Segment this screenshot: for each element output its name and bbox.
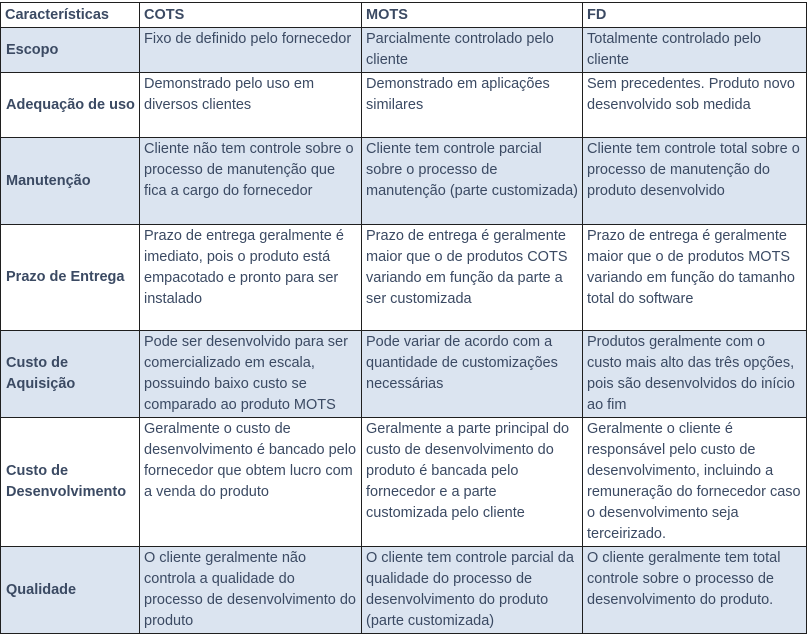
cell-fd: Geralmente o cliente é responsável pelo custo de desenvolvimento, incluindo a remuneração do fornecedor caso o desenvolvimento seja terceirizado. <box>583 418 807 547</box>
cell-cots: O cliente geralmente não controla a qualidade do processo de desenvolvimento do produto <box>140 547 362 634</box>
row-label-maintenance: Manutenção <box>1 138 140 225</box>
cell-cots: Pode ser desenvolvido para ser comercializado em escala, possuindo baixo custo se comparado ao produto MOTS <box>140 331 362 418</box>
cell-cots: Fixo de definido pelo fornecedor <box>140 28 362 73</box>
cell-fd: Cliente tem controle total sobre o processo de manutenção do produto desenvolvido <box>583 138 807 225</box>
cell-mots: Geralmente a parte principal do custo de desenvolvimento do produto é bancada pelo fornecedor e a parte customizada pelo cliente <box>362 418 583 547</box>
cell-mots: Cliente tem controle parcial sobre o processo de manutenção (parte customizada) <box>362 138 583 225</box>
cell-mots: Pode variar de acordo com a quantidade de customizações necessárias <box>362 331 583 418</box>
cell-fd: Sem precedentes. Produto novo desenvolvido sob medida <box>583 73 807 138</box>
cell-cots: Cliente não tem controle sobre o processo de manutenção que fica a cargo do fornecedor <box>140 138 362 225</box>
table-row <box>1 331 807 418</box>
cell-mots: Parcialmente controlado pelo cliente <box>362 28 583 73</box>
header-features: Características <box>1 3 140 28</box>
cell-fd: Produtos geralmente com o custo mais alto das três opções, pois são desenvolvidos do início ao fim <box>583 331 807 418</box>
comparison-table <box>0 2 807 634</box>
cell-cots: Prazo de entrega geralmente é imediato, pois o produto está empacotado e pronto para ser instalado <box>140 225 362 331</box>
header-fd: FD <box>583 3 807 28</box>
table-row <box>1 73 807 138</box>
table-row <box>1 138 807 225</box>
cell-fd: Prazo de entrega é geralmente maior que o de produtos MOTS variando em função do tamanho total do software <box>583 225 807 331</box>
header-mots: MOTS <box>362 3 583 28</box>
table-row <box>1 547 807 634</box>
table-row <box>1 225 807 331</box>
row-label-development-cost: Custo de Desenvolvimento <box>1 418 140 547</box>
table-row <box>1 418 807 547</box>
cell-cots: Demonstrado pelo uso em diversos clientes <box>140 73 362 138</box>
row-label-scope: Escopo <box>1 28 140 73</box>
cell-cots: Geralmente o custo de desenvolvimento é bancado pelo fornecedor que obtem lucro com a venda do produto <box>140 418 362 547</box>
table-row <box>1 28 807 73</box>
cell-mots: Prazo de entrega é geralmente maior que o de produtos COTS variando em função da parte a ser customizada <box>362 225 583 331</box>
cell-mots: Demonstrado em aplicações similares <box>362 73 583 138</box>
row-label-delivery: Prazo de Entrega <box>1 225 140 331</box>
row-label-acquisition-cost: Custo de Aquisição <box>1 331 140 418</box>
row-label-quality: Qualidade <box>1 547 140 634</box>
row-label-fitness: Adequação de uso <box>1 73 140 138</box>
header-cots: COTS <box>140 3 362 28</box>
cell-mots: O cliente tem controle parcial da qualidade do processo de desenvolvimento do produto (parte customizada) <box>362 547 583 634</box>
cell-fd: Totalmente controlado pelo cliente <box>583 28 807 73</box>
cell-fd: O cliente geralmente tem total controle sobre o processo de desenvolvimento do produto. <box>583 547 807 634</box>
header-row <box>1 3 807 28</box>
